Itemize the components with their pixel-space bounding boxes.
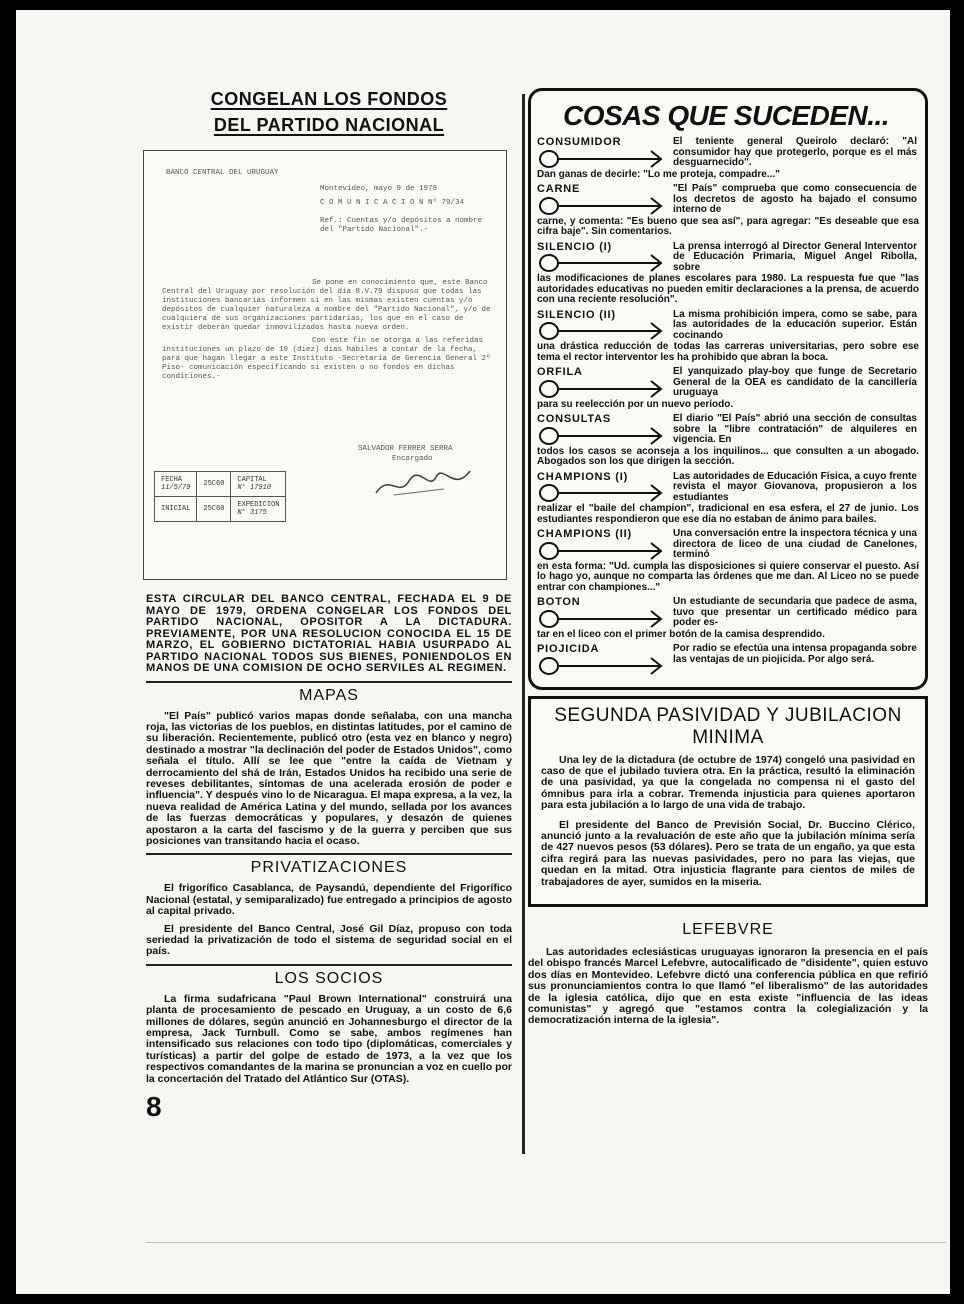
- section-divider: [146, 853, 512, 855]
- doc-comunicacion: C O M U N I C A C I O N Nº 79/34: [320, 199, 465, 207]
- arrow-icon: [537, 482, 667, 504]
- headline-line-1: CONGELAN LOS FONDOS: [210, 89, 448, 109]
- socios-heading: LOS SOCIOS: [274, 969, 384, 987]
- item-rest-text: todos los casos se aconseja a los inquilinos... que consulten a un abogado. Abogados son los que dirigen la sección.: [537, 445, 919, 467]
- socios-text: La firma sudafricana "Paul Brown International" construirá una planta de procesamiento de pescado en Uruguay, a un costo de 6,6 millones de dólares, según anunció en Johannesburgo el director de la empresa, Jack Turnbull. Como se sabe, ambos regímenes han intensificado sus relaciones con todo tipo (diplomáticas, comerciales y turísticas) a partir del golpe de estado de 1973, a la vez que los respectivos comandantes de la marina se pronuncian a voz en cuello por la concertación del Tratado del Atlántico Sur (OTAS).: [146, 992, 512, 1085]
- arrow-icon: [537, 608, 667, 630]
- item-label: ORFILA: [537, 366, 583, 378]
- privatizaciones-heading: PRIVATIZACIONES: [250, 859, 408, 877]
- item-lead-text: La misma prohibición impera, como se sabe, para las autoridades de la educación superior. Están cocinando: [673, 308, 917, 341]
- pasividad-text-2: El presidente del Banco de Previsión Social, Dr. Buccino Clérico, anunció junto a la revaluación de este año que la jubilación mínima sería de 427 nuevos pesos (53 dólares). Pero se trata de un engaño, ya que esta cifra regirá para las nuevas pasividades, pero no para las viejas, que quedan en la mitad. Otra injusticia flagrante para cientos de miles de trabajadores de ayer, sumidos en la miseria.: [541, 818, 915, 888]
- section-divider: [146, 681, 512, 683]
- cosas-item: [537, 529, 919, 593]
- item-lead-text: Por radio se efectúa una intensa propaganda sobre las ventajas de un piojicida. Por algo será.: [673, 643, 917, 665]
- pasividad-text-1: Una ley de la dictadura (de octubre de 1974) congeló una pasividad en caso de que el jubilado tuviera otra. En la práctica, resultó la eliminación de una pasividad, ya que la congelada no compensa ni el gasto del ómnibus para irla a cobrar. Tremenda injusticia para quienes aportaron para esta jubilación a lo largo de una vida de trabajo.: [541, 753, 915, 812]
- item-lead-text: "El País" comprueba que como consecuencia de los decretos de agosto ha bajado el consumo interno de: [673, 183, 917, 215]
- cosas-title: COSAS QUE SUCEDEN...: [563, 100, 890, 131]
- left-column: [146, 86, 512, 1123]
- doc-letterhead: BANCO CENTRAL DEL URUGUAY: [166, 169, 279, 177]
- expedicion-label: EXPEDICION: [237, 501, 280, 509]
- arrow-icon: [537, 195, 667, 217]
- capital-value: N° 17910: [237, 484, 272, 492]
- cosas-item: [537, 367, 919, 410]
- item-lead-text: El teniente general Queirolo declaró: "Al consumidor hay que protegerlo, porque es el más desguarnecido".: [673, 136, 917, 168]
- arrow-icon: [537, 148, 667, 170]
- lefebvre-text: Las autoridades eclesiásticas uruguayas ignoraron la presencia en el país del obispo francés Marcel Lefebvre, autocalificado de "disidente", quien estuvo dos días en Montevideo. Lefebvre dictó una conferencia pública en que refirió sus pronunciamientos contra lo que llamó "el liberalismo" de las autoridades de la iglesia católica, dijo que en esta existe "influencia de las ideas comunistas" y agregó que "estamos contra la colegialización y la democratización interna de la iglesia".: [528, 945, 928, 1027]
- signature-scribble: [374, 463, 474, 503]
- expedicion-value: N° 3175: [237, 509, 267, 517]
- mapas-text: "El País" publicó varios mapas donde señalaba, con una mancha roja, las victorias de los pueblos, en distintas latitudes, por el camino de su liberación. Recientemente, publicó otro (esta vez en blanco y negro) destinado a mostrar "la declinación del poder de Estados Unidos", como señala el título. Allí se lee que "entre la caída de Vietnam y derrocamiento del shá de Irán, Estados Unidos ha recibido una serie de reveses debilitantes, síntomas de una acelerada erosión de poder e influencia". Y después vino lo de Nicaragua. El mapa expresa, a la vez, la nueva realidad de América Latina y del mundo, sellada por los avances de las fuerzas democráticas y populares, y desazón de quienes apostaron a la carta del fascismo y de la guerra y perciben que sus posiciones van transitando hacia el ocaso.: [146, 709, 512, 847]
- cosas-item: [537, 242, 919, 306]
- page-number: 8: [146, 1091, 162, 1123]
- pasividad-box: [528, 696, 928, 907]
- doc-date: Montevideo, mayo 9 de 1979: [320, 185, 438, 193]
- arrow-icon: [537, 540, 667, 562]
- item-rest-text: Dan ganas de decirle: "Lo me proteja, compadre...": [537, 168, 780, 180]
- item-label: BOTON: [537, 596, 581, 608]
- item-lead-text: El yanquizado play-boy que funge de Secretario General de la OEA es candidato de la cancillería uruguaya: [673, 366, 917, 398]
- arrow-icon: [537, 425, 667, 447]
- fecha-label: FECHA: [161, 476, 183, 484]
- arrow-icon: [537, 252, 667, 274]
- item-label: CONSULTAS: [537, 413, 612, 425]
- item-lead-text: Una conversación entre la inspectora técnica y una directora de liceo de una ciudad de Canelones, terminó: [673, 528, 917, 560]
- section-divider: [146, 964, 512, 966]
- stamp-code-2: 25C60: [197, 497, 231, 522]
- item-rest-text: una drástica reducción de todas las carreras universitarias, pero sobre ese tema el rector interventor les ha prohibido que abran la boca.: [537, 341, 919, 363]
- photo-caption: ESTA CIRCULAR DEL BANCO CENTRAL, FECHADA EL 9 DE MAYO DE 1979, ORDENA CONGELAR LOS FONDOS DEL PARTIDO NACIONAL, OPOSITOR A LA DICTADURA. PREVIAMENTE, POR UNA RESOLUCION CONOCIDA EL 15 DE MARZO, EL GOBIERNO DICTATORIAL HABIA USURPADO AL PARTIDO NACIONAL TODOS SUS BIENES, PONIENDOLOS EN MANOS DE UNA COMISION DE OCHO SERVILES AL REGIMEN.: [146, 593, 512, 674]
- cosas-item: [537, 310, 919, 364]
- item-lead-text: Las autoridades de Educación Física, a cuyo frente revista el mayor Giovanova, propusieron a los estudiantes: [673, 470, 917, 503]
- cosas-item: [537, 597, 919, 640]
- item-lead-text: Un estudiante de secundaria que padece de asma, tuvo que presentar un certificado médico para poder es-: [673, 596, 917, 628]
- item-label: SILENCIO (II): [537, 308, 616, 321]
- doc-signer: SALVADOR FERRER SERRA: [358, 445, 453, 453]
- doc-stamp-table: [154, 471, 286, 522]
- item-label: CARNE: [537, 183, 581, 195]
- headline-line-2: DEL PARTIDO NACIONAL: [213, 115, 445, 135]
- bottom-divider: [146, 1242, 946, 1243]
- arrow-icon: [537, 655, 667, 677]
- newspaper-page: [16, 10, 950, 1294]
- cosas-items: [537, 137, 919, 677]
- item-rest-text: las modificaciones de planes escolares para 1980. La respuesta fue que "las autoridades educativas no pueden emitir declaraciones a la prensa, de acuerdo con una reciente resolución".: [537, 273, 919, 305]
- doc-ref: Ref.: Cuentas y/o depósitos a nombre del "Partido Nacional".-: [320, 217, 483, 234]
- item-lead-text: La prensa interrogó al Director General Interventor de Educación Primaria, Miguel Angel Ribolla, sobre: [673, 240, 917, 273]
- inicial-label: INICIAL: [155, 497, 197, 522]
- fecha-value: 11/5/79: [161, 484, 191, 492]
- item-lead-text: El diario "El País" abrió una sección de consultas sobre la "libre contratación" de alquileres en vigencia. En: [673, 413, 917, 445]
- item-rest-text: en esta forma: "Ud. cumpla las disposiciones si quiere conservar el puesto. Así lo hago yo, aunque no comparta las órdenes que me dan. Al Liceo no se puede entrar con championes...": [537, 560, 919, 593]
- privatizaciones-text-1: El frigorífico Casablanca, de Paysandú, dependiente del Frigorífico Nacional (estatal, y semiparalizado) fue entregado a principios de agosto al capital privado.: [146, 882, 512, 918]
- item-rest-text: tar en el liceo con el primer botón de la camisa desprendido.: [537, 628, 825, 640]
- column-rule: [522, 94, 525, 1154]
- doc-signer-role: Encargado: [392, 455, 433, 463]
- item-rest-text: realizar el "baile del champion", tradicional en esa esfera, el 27 de junio. Los estudiantes respondieron que ese día no estaban de ánimo para bailes.: [537, 503, 919, 525]
- doc-body-1: Se pone en conocimiento que, este Banco Central del Uruguay por resolución del día 8.V.79 dispuso que todas las instituciones bancarias informen si en las mismas existen cuentas y/o depósitos de cualquier naturaleza a nombre del "Partido Nacional", y/o de cualquiera de sus organizaciones partidarias, los que en el caso de existir deberán quedar inmovilizados hasta nueva orden.: [162, 279, 491, 332]
- privatizaciones-text-2: El presidente del Banco Central, José Gil Díaz, propuso con toda seriedad la privatización de todo el sistema de seguridad social en el país.: [146, 922, 512, 958]
- mapas-heading: MAPAS: [299, 686, 359, 704]
- pasividad-heading: SEGUNDA PASIVIDAD Y JUBILACION MINIMA: [554, 704, 902, 748]
- lefebvre-section: [528, 921, 928, 1027]
- cosas-item: [537, 184, 919, 238]
- arrow-icon: [537, 320, 667, 342]
- item-rest-text: para su reelección por un nuevo período.: [537, 398, 734, 410]
- cosas-item: [537, 137, 919, 180]
- cosas-item: [537, 644, 919, 677]
- item-label: PIOJICIDA: [537, 643, 600, 655]
- stamp-code-1: 25C60: [197, 472, 231, 497]
- arrow-icon: [537, 378, 667, 400]
- cosas-item: [537, 414, 919, 468]
- cosas-item: [537, 472, 919, 526]
- capital-label: CAPITAL: [237, 476, 267, 484]
- circular-document-photo: [143, 150, 507, 580]
- item-label: CONSUMIDOR: [537, 136, 622, 148]
- item-label: CHAMPIONS (I): [537, 470, 629, 483]
- lefebvre-heading: LEFEBVRE: [682, 920, 774, 938]
- item-label: SILENCIO (I): [537, 240, 612, 253]
- cosas-que-suceden-box: [528, 88, 928, 690]
- doc-body-2: Con este fin se otorga a las referidas instituciones un plazo de 10 (diez) días hábiles a contar de la fecha, para que hagan llegar a este Instituto -Secretaría de Gerencia General 2º Piso- comunicación especificando si existen o no fondos en dichas condiciones.-: [162, 337, 491, 381]
- right-column: [528, 88, 928, 1033]
- item-label: CHAMPIONS (II): [537, 528, 632, 540]
- item-rest-text: carne, y comenta: "Es bueno que sea así", para agregar: "Es deseable que esa cifra baje". Sin comentarios.: [537, 215, 919, 237]
